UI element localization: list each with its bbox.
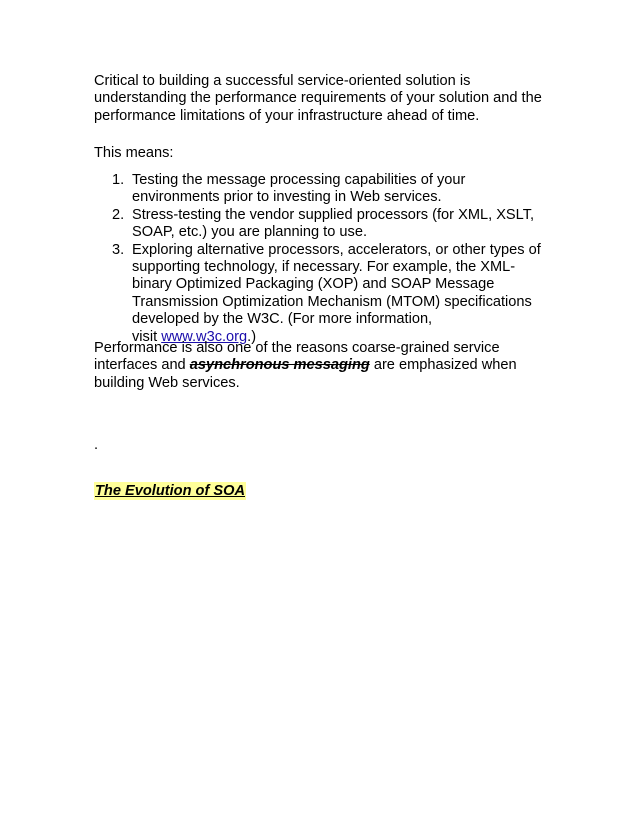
link-suffix: .): [247, 328, 257, 345]
list-item-line: Stress-testing the vendor supplied processors (for XML, XSLT,: [132, 206, 535, 223]
list-item-number: 3.: [112, 241, 125, 258]
section-heading: The Evolution of SOA: [95, 483, 245, 499]
performance-text-before: interfaces and: [94, 357, 190, 374]
intro-paragraph: [94, 73, 554, 125]
list-item-line: developed by the W3C. (For more information,: [132, 311, 433, 328]
link-prefix: visit: [132, 328, 162, 345]
intro-line: performance limitations of your infrastructure ahead of time.: [94, 107, 480, 124]
w3c-link[interactable]: www.w3c.org: [161, 328, 248, 345]
list-item-number: 2.: [112, 206, 125, 223]
this-means-text: This means:: [94, 145, 174, 161]
intro-line: understanding the performance requirements of your solution and the: [94, 90, 542, 107]
list-item-line: binary Optimized Packaging (XOP) and SOAP Message: [132, 276, 495, 293]
performance-text-after: are emphasized when: [369, 357, 517, 374]
performance-line: Performance is also one of the reasons coarse-grained service: [94, 340, 500, 356]
list-item: [94, 242, 564, 346]
list-item-line: Testing the message processing capabilities of your: [132, 172, 466, 188]
performance-line: building Web services.: [94, 374, 240, 391]
list-item-line: environments prior to investing in Web services.: [132, 189, 442, 206]
list-item-number: 1.: [112, 172, 125, 188]
list-item: [94, 172, 564, 207]
list-item-line: SOAP, etc.) you are planning to use.: [132, 224, 367, 241]
numbered-list: [94, 172, 564, 346]
list-item-line: Exploring alternative processors, accelerators, or other types of: [132, 241, 541, 258]
performance-line: [94, 357, 554, 374]
list-item-line: Transmission Optimization Mechanism (MTOM) specifications: [132, 293, 532, 310]
this-means-paragraph: [94, 145, 554, 162]
list-item: [94, 207, 564, 242]
struck-text: asynchronous messaging: [189, 357, 370, 374]
intro-line: Critical to building a successful service-oriented solution is: [94, 73, 471, 89]
list-item-line: supporting technology, if necessary. For example, the XML-: [132, 258, 516, 275]
stray-dot: .: [94, 437, 99, 453]
performance-paragraph: [94, 340, 554, 392]
